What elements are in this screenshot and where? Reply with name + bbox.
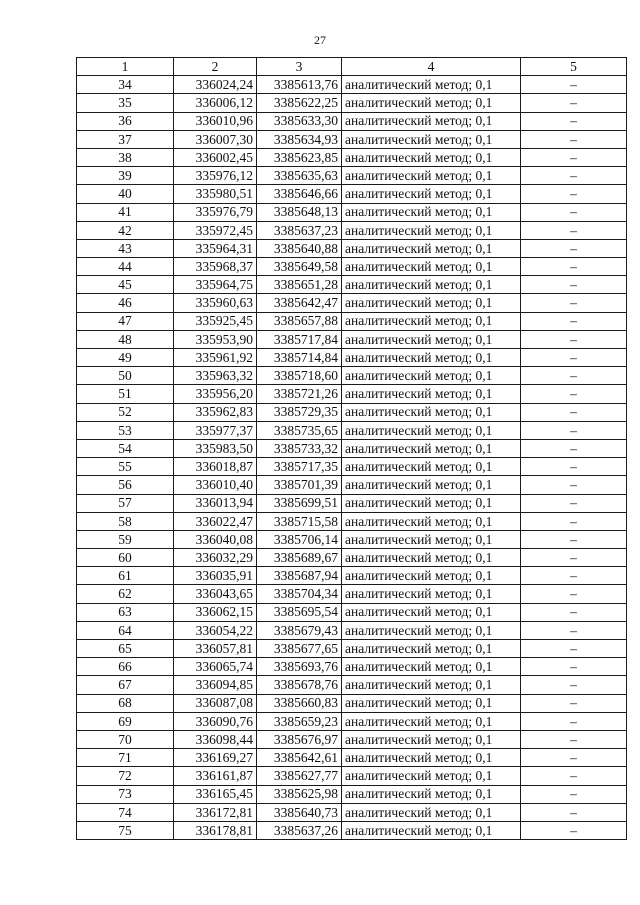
y-coordinate-cell: 3385633,30 xyxy=(257,112,342,130)
point-number-cell: 73 xyxy=(77,785,174,803)
y-coordinate-cell: 3385642,47 xyxy=(257,294,342,312)
table-row xyxy=(77,312,627,330)
y-coordinate-cell: 3385678,76 xyxy=(257,676,342,694)
table-row xyxy=(77,603,627,621)
point-number-cell: 66 xyxy=(77,658,174,676)
note-cell: – xyxy=(521,112,627,130)
note-cell: – xyxy=(521,167,627,185)
method-accuracy-cell: аналитический метод; 0,1 xyxy=(342,640,521,658)
table-row xyxy=(77,439,627,457)
point-number-cell: 61 xyxy=(77,567,174,585)
method-accuracy-cell: аналитический метод; 0,1 xyxy=(342,294,521,312)
note-cell: – xyxy=(521,658,627,676)
y-coordinate-cell: 3385623,85 xyxy=(257,148,342,166)
table-row xyxy=(77,730,627,748)
y-coordinate-cell: 3385676,97 xyxy=(257,730,342,748)
point-number-cell: 35 xyxy=(77,94,174,112)
x-coordinate-cell: 335963,32 xyxy=(174,367,257,385)
point-number-cell: 72 xyxy=(77,767,174,785)
table-row xyxy=(77,130,627,148)
note-cell: – xyxy=(521,730,627,748)
method-accuracy-cell: аналитический метод; 0,1 xyxy=(342,585,521,603)
table-row xyxy=(77,203,627,221)
method-accuracy-cell: аналитический метод; 0,1 xyxy=(342,621,521,639)
y-coordinate-cell: 3385721,26 xyxy=(257,385,342,403)
method-accuracy-cell: аналитический метод; 0,1 xyxy=(342,221,521,239)
method-accuracy-cell: аналитический метод; 0,1 xyxy=(342,94,521,112)
x-coordinate-cell: 336054,22 xyxy=(174,621,257,639)
point-number-cell: 64 xyxy=(77,621,174,639)
x-coordinate-cell: 335956,20 xyxy=(174,385,257,403)
table-row xyxy=(77,258,627,276)
note-cell: – xyxy=(521,494,627,512)
x-coordinate-cell: 336002,45 xyxy=(174,148,257,166)
x-coordinate-cell: 335964,31 xyxy=(174,239,257,257)
table-row xyxy=(77,621,627,639)
x-coordinate-cell: 336172,81 xyxy=(174,803,257,821)
table-row xyxy=(77,330,627,348)
point-number-cell: 38 xyxy=(77,148,174,166)
x-coordinate-cell: 335960,63 xyxy=(174,294,257,312)
table-row xyxy=(77,712,627,730)
point-number-cell: 69 xyxy=(77,712,174,730)
note-cell: – xyxy=(521,767,627,785)
method-accuracy-cell: аналитический метод; 0,1 xyxy=(342,421,521,439)
note-cell: – xyxy=(521,403,627,421)
point-number-cell: 51 xyxy=(77,385,174,403)
method-accuracy-cell: аналитический метод; 0,1 xyxy=(342,76,521,94)
point-number-cell: 70 xyxy=(77,730,174,748)
y-coordinate-cell: 3385717,84 xyxy=(257,330,342,348)
table-row xyxy=(77,640,627,658)
method-accuracy-cell: аналитический метод; 0,1 xyxy=(342,330,521,348)
note-cell: – xyxy=(521,294,627,312)
y-coordinate-cell: 3385642,61 xyxy=(257,749,342,767)
point-number-cell: 54 xyxy=(77,439,174,457)
x-coordinate-cell: 336035,91 xyxy=(174,567,257,585)
method-accuracy-cell: аналитический метод; 0,1 xyxy=(342,821,521,839)
table-body xyxy=(77,76,627,840)
table-row xyxy=(77,385,627,403)
x-coordinate-cell: 336098,44 xyxy=(174,730,257,748)
x-coordinate-cell: 336032,29 xyxy=(174,549,257,567)
table-row xyxy=(77,476,627,494)
point-number-cell: 55 xyxy=(77,458,174,476)
method-accuracy-cell: аналитический метод; 0,1 xyxy=(342,785,521,803)
point-number-cell: 62 xyxy=(77,585,174,603)
x-coordinate-cell: 336006,12 xyxy=(174,94,257,112)
note-cell: – xyxy=(521,203,627,221)
y-coordinate-cell: 3385646,66 xyxy=(257,185,342,203)
column-header: 2 xyxy=(174,58,257,76)
method-accuracy-cell: аналитический метод; 0,1 xyxy=(342,749,521,767)
x-coordinate-cell: 336013,94 xyxy=(174,494,257,512)
table-row xyxy=(77,403,627,421)
method-accuracy-cell: аналитический метод; 0,1 xyxy=(342,112,521,130)
note-cell: – xyxy=(521,312,627,330)
point-number-cell: 49 xyxy=(77,349,174,367)
table-row xyxy=(77,494,627,512)
point-number-cell: 50 xyxy=(77,367,174,385)
method-accuracy-cell: аналитический метод; 0,1 xyxy=(342,512,521,530)
method-accuracy-cell: аналитический метод; 0,1 xyxy=(342,239,521,257)
note-cell: – xyxy=(521,76,627,94)
method-accuracy-cell: аналитический метод; 0,1 xyxy=(342,730,521,748)
point-number-cell: 37 xyxy=(77,130,174,148)
point-number-cell: 52 xyxy=(77,403,174,421)
note-cell: – xyxy=(521,349,627,367)
method-accuracy-cell: аналитический метод; 0,1 xyxy=(342,349,521,367)
y-coordinate-cell: 3385640,88 xyxy=(257,239,342,257)
note-cell: – xyxy=(521,458,627,476)
y-coordinate-cell: 3385627,77 xyxy=(257,767,342,785)
table-row xyxy=(77,530,627,548)
x-coordinate-cell: 336024,24 xyxy=(174,76,257,94)
table-row xyxy=(77,276,627,294)
note-cell: – xyxy=(521,712,627,730)
method-accuracy-cell: аналитический метод; 0,1 xyxy=(342,567,521,585)
x-coordinate-cell: 336065,74 xyxy=(174,658,257,676)
point-number-cell: 58 xyxy=(77,512,174,530)
table-row xyxy=(77,148,627,166)
point-number-cell: 65 xyxy=(77,640,174,658)
x-coordinate-cell: 336010,40 xyxy=(174,476,257,494)
note-cell: – xyxy=(521,439,627,457)
x-coordinate-cell: 336010,96 xyxy=(174,112,257,130)
y-coordinate-cell: 3385648,13 xyxy=(257,203,342,221)
method-accuracy-cell: аналитический метод; 0,1 xyxy=(342,803,521,821)
x-coordinate-cell: 336062,15 xyxy=(174,603,257,621)
y-coordinate-cell: 3385613,76 xyxy=(257,76,342,94)
method-accuracy-cell: аналитический метод; 0,1 xyxy=(342,494,521,512)
table-row xyxy=(77,694,627,712)
method-accuracy-cell: аналитический метод; 0,1 xyxy=(342,712,521,730)
table-row xyxy=(77,294,627,312)
note-cell: – xyxy=(521,148,627,166)
x-coordinate-cell: 336165,45 xyxy=(174,785,257,803)
method-accuracy-cell: аналитический метод; 0,1 xyxy=(342,603,521,621)
note-cell: – xyxy=(521,694,627,712)
method-accuracy-cell: аналитический метод; 0,1 xyxy=(342,439,521,457)
note-cell: – xyxy=(521,785,627,803)
note-cell: – xyxy=(521,749,627,767)
point-number-cell: 60 xyxy=(77,549,174,567)
method-accuracy-cell: аналитический метод; 0,1 xyxy=(342,167,521,185)
note-cell: – xyxy=(521,385,627,403)
table-row xyxy=(77,549,627,567)
x-coordinate-cell: 335925,45 xyxy=(174,312,257,330)
note-cell: – xyxy=(521,530,627,548)
y-coordinate-cell: 3385695,54 xyxy=(257,603,342,621)
method-accuracy-cell: аналитический метод; 0,1 xyxy=(342,476,521,494)
table-row xyxy=(77,785,627,803)
y-coordinate-cell: 3385718,60 xyxy=(257,367,342,385)
point-number-cell: 48 xyxy=(77,330,174,348)
point-number-cell: 40 xyxy=(77,185,174,203)
point-number-cell: 42 xyxy=(77,221,174,239)
method-accuracy-cell: аналитический метод; 0,1 xyxy=(342,367,521,385)
point-number-cell: 43 xyxy=(77,239,174,257)
column-header: 1 xyxy=(77,58,174,76)
point-number-cell: 63 xyxy=(77,603,174,621)
table-row xyxy=(77,185,627,203)
x-coordinate-cell: 335953,90 xyxy=(174,330,257,348)
x-coordinate-cell: 336087,08 xyxy=(174,694,257,712)
x-coordinate-cell: 335983,50 xyxy=(174,439,257,457)
note-cell: – xyxy=(521,821,627,839)
x-coordinate-cell: 336018,87 xyxy=(174,458,257,476)
table-row xyxy=(77,567,627,585)
y-coordinate-cell: 3385699,51 xyxy=(257,494,342,512)
table-row xyxy=(77,767,627,785)
table-header-row xyxy=(77,58,627,76)
method-accuracy-cell: аналитический метод; 0,1 xyxy=(342,185,521,203)
point-number-cell: 36 xyxy=(77,112,174,130)
y-coordinate-cell: 3385714,84 xyxy=(257,349,342,367)
table-row xyxy=(77,94,627,112)
y-coordinate-cell: 3385679,43 xyxy=(257,621,342,639)
y-coordinate-cell: 3385637,23 xyxy=(257,221,342,239)
note-cell: – xyxy=(521,185,627,203)
table-row xyxy=(77,221,627,239)
y-coordinate-cell: 3385733,32 xyxy=(257,439,342,457)
x-coordinate-cell: 336057,81 xyxy=(174,640,257,658)
note-cell: – xyxy=(521,621,627,639)
method-accuracy-cell: аналитический метод; 0,1 xyxy=(342,403,521,421)
x-coordinate-cell: 335972,45 xyxy=(174,221,257,239)
method-accuracy-cell: аналитический метод; 0,1 xyxy=(342,767,521,785)
column-header: 3 xyxy=(257,58,342,76)
point-number-cell: 56 xyxy=(77,476,174,494)
method-accuracy-cell: аналитический метод; 0,1 xyxy=(342,258,521,276)
y-coordinate-cell: 3385635,63 xyxy=(257,167,342,185)
method-accuracy-cell: аналитический метод; 0,1 xyxy=(342,148,521,166)
note-cell: – xyxy=(521,676,627,694)
method-accuracy-cell: аналитический метод; 0,1 xyxy=(342,276,521,294)
table-row xyxy=(77,821,627,839)
note-cell: – xyxy=(521,640,627,658)
y-coordinate-cell: 3385640,73 xyxy=(257,803,342,821)
note-cell: – xyxy=(521,603,627,621)
y-coordinate-cell: 3385689,67 xyxy=(257,549,342,567)
y-coordinate-cell: 3385717,35 xyxy=(257,458,342,476)
point-number-cell: 39 xyxy=(77,167,174,185)
point-number-cell: 44 xyxy=(77,258,174,276)
y-coordinate-cell: 3385706,14 xyxy=(257,530,342,548)
note-cell: – xyxy=(521,130,627,148)
column-header: 4 xyxy=(342,58,521,76)
y-coordinate-cell: 3385677,65 xyxy=(257,640,342,658)
note-cell: – xyxy=(521,330,627,348)
table-row xyxy=(77,112,627,130)
point-number-cell: 59 xyxy=(77,530,174,548)
x-coordinate-cell: 335962,83 xyxy=(174,403,257,421)
method-accuracy-cell: аналитический метод; 0,1 xyxy=(342,130,521,148)
x-coordinate-cell: 336169,27 xyxy=(174,749,257,767)
table-row xyxy=(77,76,627,94)
table-row xyxy=(77,349,627,367)
x-coordinate-cell: 336007,30 xyxy=(174,130,257,148)
y-coordinate-cell: 3385634,93 xyxy=(257,130,342,148)
table-row xyxy=(77,803,627,821)
column-header: 5 xyxy=(521,58,627,76)
x-coordinate-cell: 336161,87 xyxy=(174,767,257,785)
method-accuracy-cell: аналитический метод; 0,1 xyxy=(342,530,521,548)
y-coordinate-cell: 3385660,83 xyxy=(257,694,342,712)
note-cell: – xyxy=(521,585,627,603)
note-cell: – xyxy=(521,803,627,821)
x-coordinate-cell: 336043,65 xyxy=(174,585,257,603)
y-coordinate-cell: 3385637,26 xyxy=(257,821,342,839)
method-accuracy-cell: аналитический метод; 0,1 xyxy=(342,385,521,403)
note-cell: – xyxy=(521,512,627,530)
y-coordinate-cell: 3385701,39 xyxy=(257,476,342,494)
note-cell: – xyxy=(521,239,627,257)
point-number-cell: 53 xyxy=(77,421,174,439)
y-coordinate-cell: 3385649,58 xyxy=(257,258,342,276)
table-row xyxy=(77,512,627,530)
method-accuracy-cell: аналитический метод; 0,1 xyxy=(342,549,521,567)
x-coordinate-cell: 335980,51 xyxy=(174,185,257,203)
note-cell: – xyxy=(521,258,627,276)
table-row xyxy=(77,749,627,767)
method-accuracy-cell: аналитический метод; 0,1 xyxy=(342,658,521,676)
method-accuracy-cell: аналитический метод; 0,1 xyxy=(342,203,521,221)
point-number-cell: 45 xyxy=(77,276,174,294)
note-cell: – xyxy=(521,367,627,385)
y-coordinate-cell: 3385622,25 xyxy=(257,94,342,112)
x-coordinate-cell: 335976,79 xyxy=(174,203,257,221)
y-coordinate-cell: 3385704,34 xyxy=(257,585,342,603)
table-row xyxy=(77,676,627,694)
point-number-cell: 34 xyxy=(77,76,174,94)
y-coordinate-cell: 3385651,28 xyxy=(257,276,342,294)
y-coordinate-cell: 3385625,98 xyxy=(257,785,342,803)
x-coordinate-cell: 335964,75 xyxy=(174,276,257,294)
y-coordinate-cell: 3385687,94 xyxy=(257,567,342,585)
x-coordinate-cell: 336178,81 xyxy=(174,821,257,839)
note-cell: – xyxy=(521,276,627,294)
table-row xyxy=(77,458,627,476)
x-coordinate-cell: 335968,37 xyxy=(174,258,257,276)
method-accuracy-cell: аналитический метод; 0,1 xyxy=(342,458,521,476)
point-number-cell: 67 xyxy=(77,676,174,694)
x-coordinate-cell: 336022,47 xyxy=(174,512,257,530)
x-coordinate-cell: 336094,85 xyxy=(174,676,257,694)
point-number-cell: 57 xyxy=(77,494,174,512)
x-coordinate-cell: 335976,12 xyxy=(174,167,257,185)
page-number: 27 xyxy=(314,33,326,47)
point-number-cell: 46 xyxy=(77,294,174,312)
note-cell: – xyxy=(521,567,627,585)
note-cell: – xyxy=(521,476,627,494)
note-cell: – xyxy=(521,549,627,567)
x-coordinate-cell: 336090,76 xyxy=(174,712,257,730)
table-row xyxy=(77,421,627,439)
y-coordinate-cell: 3385657,88 xyxy=(257,312,342,330)
point-number-cell: 74 xyxy=(77,803,174,821)
y-coordinate-cell: 3385715,58 xyxy=(257,512,342,530)
point-number-cell: 47 xyxy=(77,312,174,330)
x-coordinate-cell: 336040,08 xyxy=(174,530,257,548)
table-row xyxy=(77,367,627,385)
coordinates-table xyxy=(76,57,627,840)
x-coordinate-cell: 335977,37 xyxy=(174,421,257,439)
point-number-cell: 71 xyxy=(77,749,174,767)
method-accuracy-cell: аналитический метод; 0,1 xyxy=(342,694,521,712)
y-coordinate-cell: 3385659,23 xyxy=(257,712,342,730)
y-coordinate-cell: 3385735,65 xyxy=(257,421,342,439)
y-coordinate-cell: 3385693,76 xyxy=(257,658,342,676)
x-coordinate-cell: 335961,92 xyxy=(174,349,257,367)
note-cell: – xyxy=(521,421,627,439)
table-row xyxy=(77,167,627,185)
table-row xyxy=(77,658,627,676)
point-number-cell: 41 xyxy=(77,203,174,221)
point-number-cell: 75 xyxy=(77,821,174,839)
note-cell: – xyxy=(521,94,627,112)
method-accuracy-cell: аналитический метод; 0,1 xyxy=(342,312,521,330)
table-row xyxy=(77,585,627,603)
y-coordinate-cell: 3385729,35 xyxy=(257,403,342,421)
point-number-cell: 68 xyxy=(77,694,174,712)
method-accuracy-cell: аналитический метод; 0,1 xyxy=(342,676,521,694)
note-cell: – xyxy=(521,221,627,239)
table-row xyxy=(77,239,627,257)
